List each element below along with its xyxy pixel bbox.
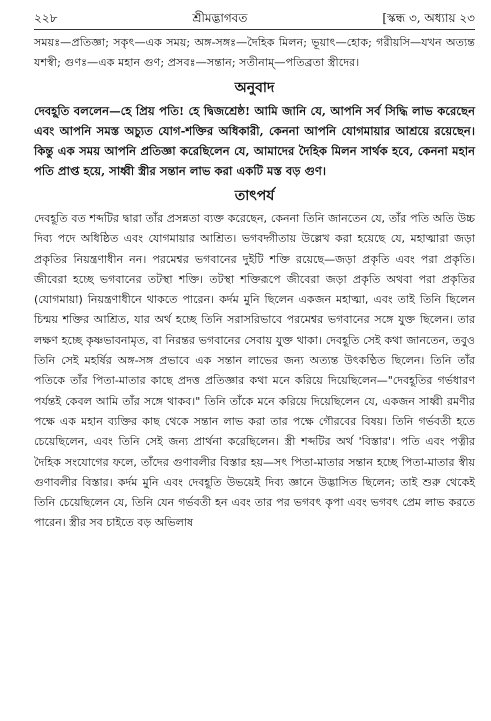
purport-paragraph: দেবহূতি বত শব্দটির দ্বারা তাঁর প্রসন্নতা ব্যক্ত করেছেন, কেননা তিনি জানতেন যে, তাঁর পতি অতি উচ্চ দিব্য পদে অধিষ্ঠিত এবং যোগমায়ার আশ্রিত। ভগবদ্গীতায় উল্লেখ করা হয়েছে যে, মহাত্মারা জড়া প্রকৃতির নিয়ন্ত্রণাধীন নন। পরমেশ্বর ভগবানের দুইটি শক্তি রয়েছে—জড়া প্রকৃতি এবং পরা প্রকৃতি। জীবেরা হচ্ছে ভগবানের তটস্থা শক্তি। তটস্থা শক্তিরূপে জীবেরা জড়া প্রকৃতি অথবা পরা প্রকৃতির (যোগমায়া) নিয়ন্ত্রণাধীনে থাকতে পারেন। কর্দম মুনি ছিলেন একজন মহাত্মা, এবং তাই তিনি ছিলেন চিন্ময় শক্তির আশ্রিত, যার অর্থ হচ্ছে তিনি সরাসরিভাবে পরমেশ্বর ভগবানের সঙ্গে যুক্ত ছিলেন। তার লক্ষণ হচ্ছে কৃষ্ণভাবনামৃত, বা নিরন্তর ভগবানের সেবায় যুক্ত থাকা। দেবহূতি সেই কথা জানতেন, তবুও তিনি সেই মহর্ষির অঙ্গ-সঙ্গ প্রভাবে এক সন্তান লাভের জন্য অত্যন্ত উৎকণ্ঠিত ছিলেন। তিনি তাঁর পতিকে তাঁর পিতা-মাতার কাছে প্রদত্ত প্রতিজ্ঞার কথা মনে করিয়ে দিয়েছিলেন—"দেবহূতির গর্ভধারণ পর্যন্তই কেবল আমি তাঁর সঙ্গে থাকব।" তিনি তাঁকে মনে করিয়ে দিয়েছিলেন যে, একজন সাধ্বী রমণীর পক্ষে এক মহান ব্যক্তির কাছ থেকে সন্তান লাভ করা তার পক্ষে গৌরবের বিষয়। তিনি গর্ভবতী হতে চেয়েছিলেন, এবং তিনি সেই জন্য প্রার্থনা করেছিলেন। স্ত্রী শব্দটির অর্থ 'বিস্তার'। পতি এবং পত্নীর দৈহিক সংযোগের ফলে, তাঁদের গুণাবলীর বিস্তার হয়—সৎ পিতা-মাতার সন্তান হচ্ছে পিতা-মাতার স্বীয় গুণাবলীর বিস্তার। কর্দম মুনি এবং দেবহূতি উভয়েই দিব্য জ্ঞানে উদ্ভাসিত ছিলেন; তাই শুরু থেকেই তিনি চেয়েছিলেন যে, তিনি যেন গর্ভবতী হন এবং তার পর ভগবৎ কৃপা এবং ভগবৎ প্রেম লাভ করতে পারেন। স্ত্রীর সব চাইতে বড় অভিলাষ <box>34 212 475 530</box>
header-divider <box>34 29 475 30</box>
running-header <box>34 10 475 26</box>
purport-heading: তাৎপর্য <box>234 188 275 204</box>
synonyms-paragraph: সময়ঃ—প্রতিজ্ঞা; সকৃৎ—এক সময়; অঙ্গ-সঙ্গঃ—দৈহিক মিলন; ভূয়াৎ—হোক; গরীয়সি—যখন অত্যন্ত যশস্বী; গুণঃ—এক মহান গুণ; প্রসবঃ—সন্তান; সতীনাম্—পতিব্রতা স্ত্রীদের। <box>34 36 475 69</box>
chapter-reference: [স্কন্ধ ৩, অধ্যায় ২৩ <box>382 11 475 25</box>
book-title: শ্রীমদ্ভাগবত <box>192 11 248 25</box>
translation-paragraph: দেবহূতি বললেন—হে প্রিয় পতি! হে দ্বিজশ্রেষ্ঠ! আমি জানি যে, আপনি সর্ব সিদ্ধি লাভ করেছেন এবং আপনি সমস্ত অচ্যুত যোগ-শক্তির অধিকারী, কেননা আপনি যোগমায়ার আশ্রয়ে রয়েছেন। কিন্তু এক সময় আপনি প্রতিজ্ঞা করেছিলেন যে, আমাদের দৈহিক মিলন সার্থক হবে, কেননা মহান পতি প্রাপ্ত হয়ে, সাধ্বী স্ত্রীর সন্তান লাভ করা একটি মস্ত বড় গুণ। <box>34 104 475 178</box>
translation-heading: অনুবাদ <box>234 80 275 96</box>
page-number: ২২৮ <box>34 11 58 25</box>
